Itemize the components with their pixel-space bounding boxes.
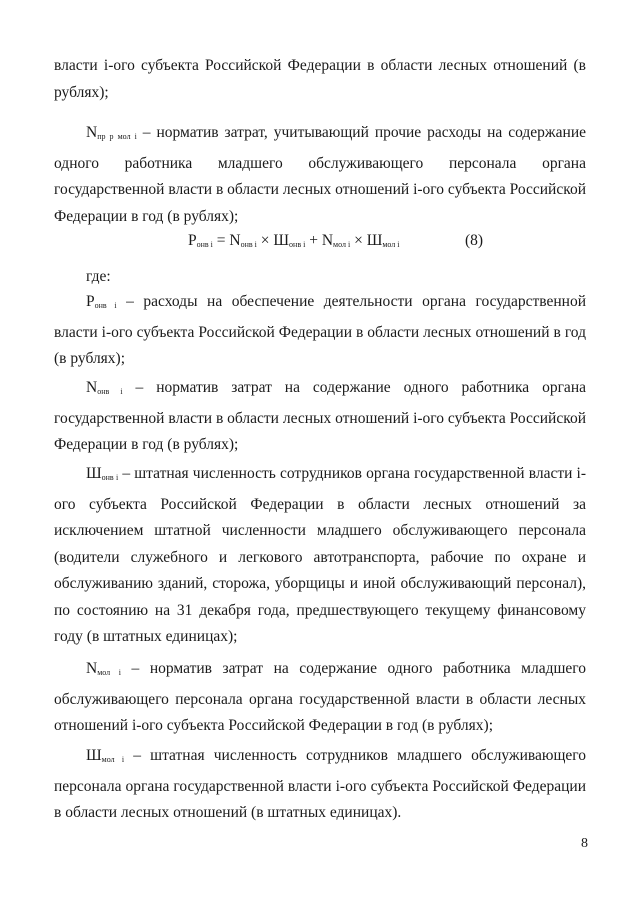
formula-operator: × <box>256 232 274 249</box>
formula-symbol: P <box>188 232 197 249</box>
paragraph-text: – штатная численность сотрудников младшего обслуживающего персонала органа государственной власти i-ого субъекта Российской Федерации в области лесных отношений (в штатных единицах). <box>54 747 586 821</box>
paragraph-text: – норматив затрат на содержание одного работника органа государственной власти в области лесных отношений i-ого субъекта Российской Федерации в год (в рублях); <box>54 379 586 453</box>
paragraph-n-other-expenses <box>54 120 586 230</box>
formula-operator: × <box>350 232 367 249</box>
formula-symbol: Ш <box>366 232 383 249</box>
symbol: P <box>86 293 95 310</box>
paragraph-sh-staff <box>54 461 586 651</box>
symbol: N <box>86 660 98 677</box>
formula-symbol: N <box>229 232 241 249</box>
where-label <box>86 264 286 291</box>
paragraph-text: – штатная численность сотрудников органа государственной власти i-ого субъекта Российской Федерации в области лесных отношений за исключением штатной численности младшего обслуживающего персонала (водители служебного и легкового автотранспорта, рабочие по охране и обслуживанию зданий, сторожа, уборщицы и иной обслуживающий персонал), по состоянию на 31 декабря года, предшествующего текущему финансовому году (в штатных единицах); <box>54 465 586 645</box>
formula-symbol: Ш <box>273 232 290 249</box>
symbol-subscript: пр р мол i <box>97 132 137 141</box>
formula-symbol: N <box>321 232 334 249</box>
symbol-subscript: мол i <box>97 668 122 677</box>
formula-number: (8) <box>465 232 484 249</box>
formula-subscript: онв i <box>289 240 306 249</box>
symbol: N <box>86 379 98 396</box>
paragraph-p-expenses <box>54 289 586 373</box>
formula <box>188 232 400 250</box>
paragraph-text: – норматив затрат, учитывающий прочие расходы на содержание одного работника младшего обслуживающего персонала органа государственной власти в области лесных отношений i-ого субъекта Российской Федерации в год (в рублях); <box>54 124 586 225</box>
paragraph-text: – норматив затрат на содержание одного работника младшего обслуживающего персонала органа государственной власти в области лесных отношений i-ого субъекта Российской Федерации в год (в рублях); <box>54 660 587 734</box>
paragraph-text: – расходы на обеспечение деятельности органа государственной власти i-ого субъекта Российской Федерации в области лесных отношений в год (в рублях); <box>54 293 586 367</box>
formula-subscript: мол i <box>382 240 400 249</box>
symbol: Ш <box>86 465 102 482</box>
symbol-subscript: онв i <box>97 387 123 396</box>
paragraph-n-norm <box>54 375 586 459</box>
symbol-subscript: мол i <box>101 755 125 764</box>
symbol: N <box>86 124 98 141</box>
formula-subscript: онв i <box>240 240 257 249</box>
paragraph-continuation <box>54 53 586 106</box>
formula-subscript: онв i <box>196 240 213 249</box>
symbol-subscript: онв i <box>101 473 119 482</box>
formula-operator: + <box>305 232 322 249</box>
paragraph-n-junior <box>54 656 586 740</box>
symbol: Ш <box>86 747 102 764</box>
formula-subscript: мол i <box>333 240 351 249</box>
page-number: 8 <box>581 836 588 851</box>
where-text: где: <box>86 268 111 285</box>
symbol-subscript: онв i <box>94 301 117 310</box>
formula-operator: = <box>212 232 230 249</box>
paragraph-text: власти i-ого субъекта Российской Федерации в области лесных отношений (в рублях); <box>54 57 586 101</box>
paragraph-sh-junior <box>54 743 586 827</box>
